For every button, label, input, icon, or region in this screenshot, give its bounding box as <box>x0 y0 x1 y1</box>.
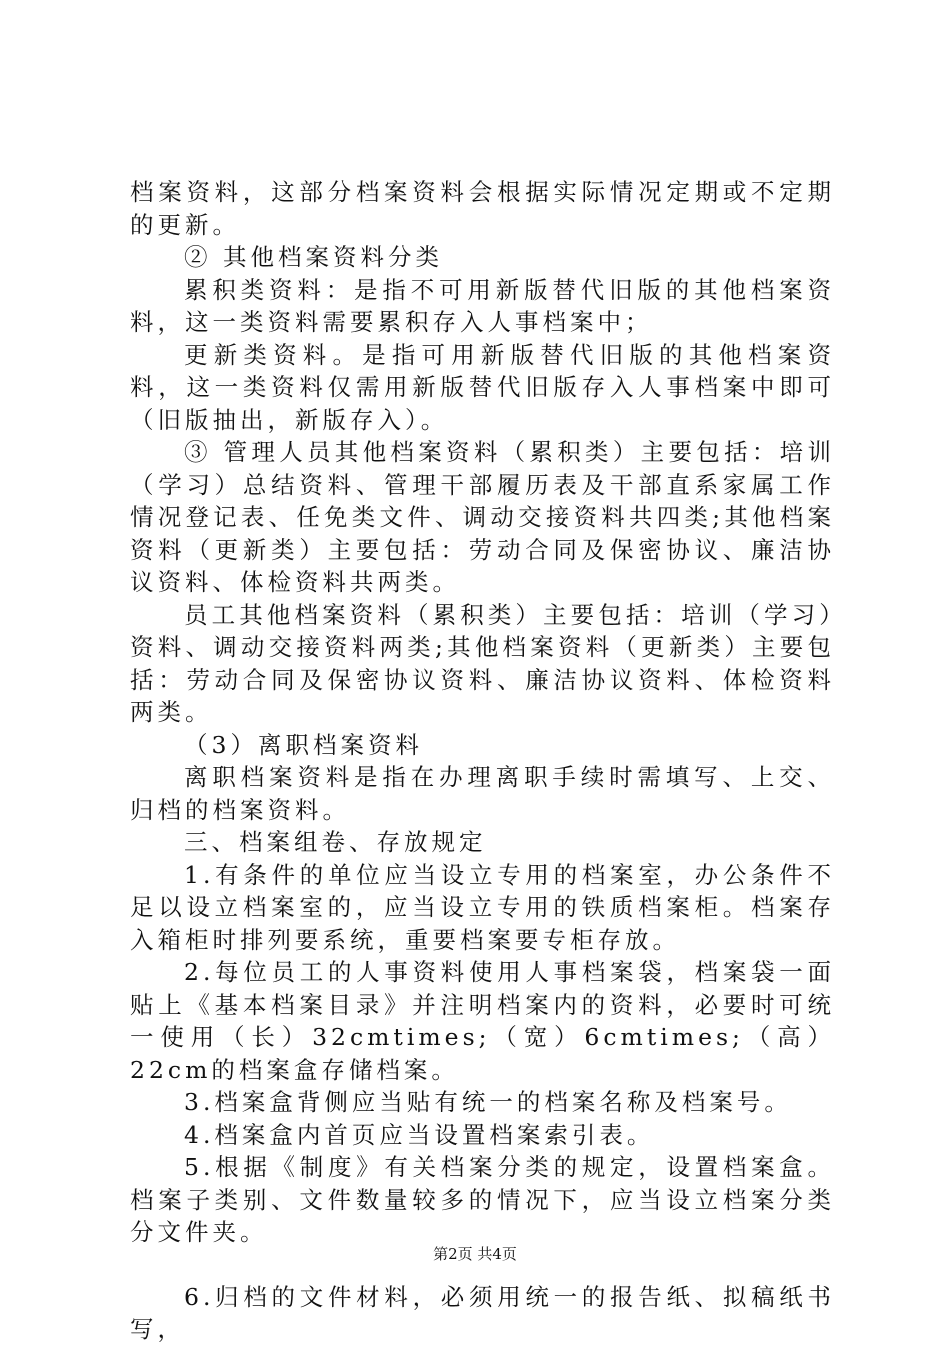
paragraph-subheading-other-classification: ② 其他档案资料分类 <box>184 243 443 271</box>
paragraph-manager-archives: ③ 管理人员其他档案资料（累积类）主要包括：培训（学习）总结资料、管理干部履历表及干部直系家属工作情况登记表、任免类文件、调动交接资料共四类;其他档案资料（更新类）主要包括：劳动合同及保密协议、廉洁协议资料、体检资料共两类。 <box>130 438 835 596</box>
paragraph-continuation: 档案资料，这部分档案资料会根据实际情况定期或不定期的更新。 <box>130 178 835 239</box>
rule-item-5: 5.根据《制度》有关档案分类的规定，设置档案盒。档案子类别、文件数量较多的情况下，应当设立档案分类分文件夹。 <box>130 1153 835 1246</box>
paragraph-resignation-definition: 离职档案资料是指在办理离职手续时需填写、上交、归档的档案资料。 <box>130 763 835 824</box>
paragraph-cumulative-definition: 累积类资料：是指不可用新版替代旧版的其他档案资料，这一类资料需要累积存入人事档案中； <box>130 275 835 336</box>
rule-item-6: 6.归档的文件材料，必须用统一的报告纸、拟稿纸书写， <box>130 1282 835 1343</box>
document-body <box>130 176 835 1346</box>
section-heading-storage-rules: 三、档案组卷、存放规定 <box>184 828 487 856</box>
paragraph-employee-archives: 员工其他档案资料（累积类）主要包括：培训（学习）资料、调动交接资料两类;其他档案资料（更新类）主要包括：劳动合同及保密协议资料、廉洁协议资料、体检资料两类。 <box>130 600 835 726</box>
rule-item-3: 3.档案盒背侧应当贴有统一的档案名称及档案号。 <box>184 1088 792 1116</box>
rule-item-1: 1.有条件的单位应当设立专用的档案室，办公条件不足以设立档案室的，应当设立专用的铁质档案柜。档案存入箱柜时排列要系统，重要档案要专柜存放。 <box>130 860 835 954</box>
rule-item-2: 2.每位员工的人事资料使用人事档案袋，档案袋一面贴上《基本档案目录》并注明档案内的资料，必要时可统一使用（长）32cmtimes;（宽）6cmtimes;（高）22cm的档案盒存储档案。 <box>130 958 835 1084</box>
page-number-footer: 第2页 共4页 <box>433 1245 517 1263</box>
paragraph-subheading-resignation: （3）离职档案资料 <box>184 730 423 759</box>
rule-item-4: 4.档案盒内首页应当设置档案索引表。 <box>184 1120 655 1149</box>
paragraph-update-definition: 更新类资料。是指可用新版替代旧版的其他档案资料，这一类资料仅需用新版替代旧版存入人事档案中即可（旧版抽出，新版存入）。 <box>130 340 835 434</box>
